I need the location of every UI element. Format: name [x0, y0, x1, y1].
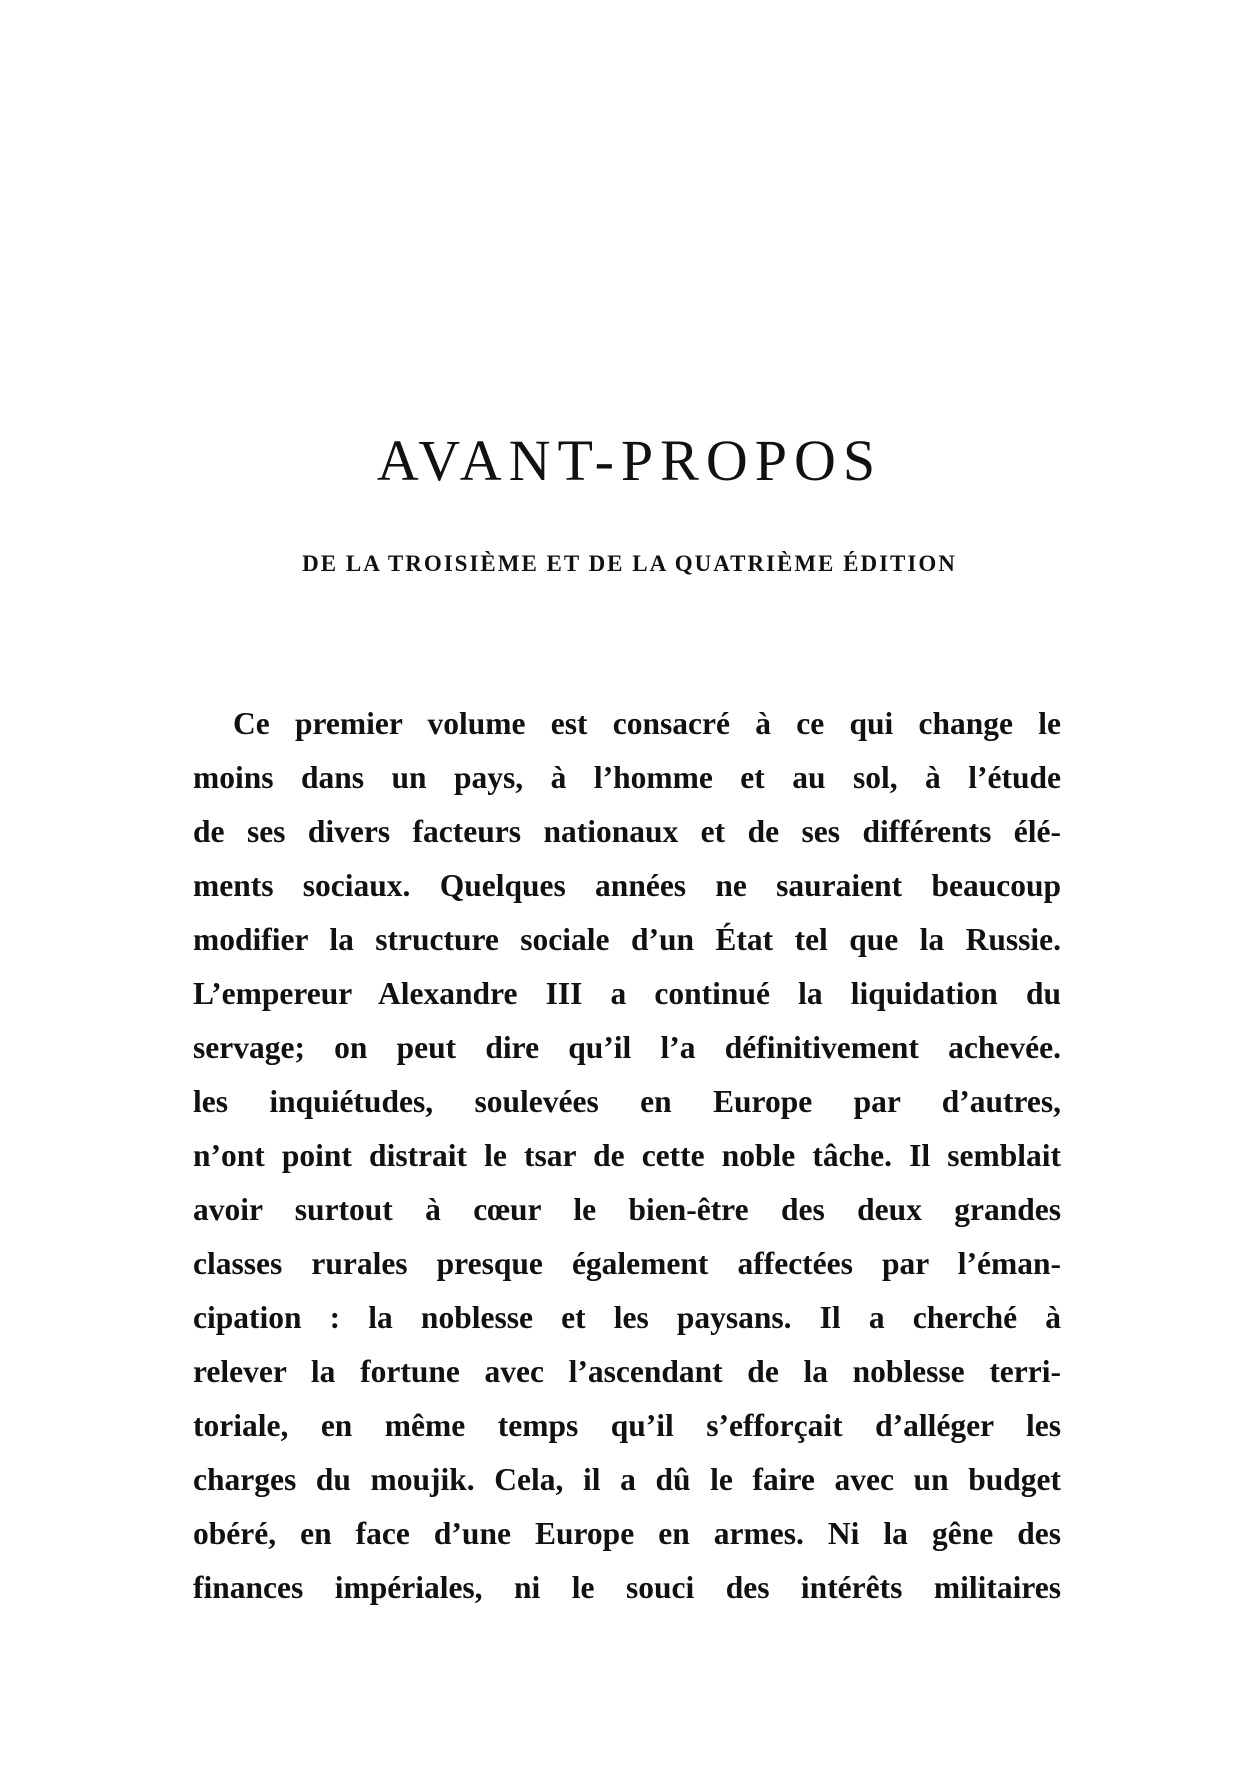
- text-line: n’ont point distrait le tsar de cette noble tâche. Il semblait: [193, 1138, 1061, 1173]
- page-subtitle: DE LA TROISIÈME ET DE LA QUATRIÈME ÉDITION: [302, 551, 957, 576]
- text-line: moins dans un pays, à l’homme et au sol, à l’étude: [193, 760, 1061, 795]
- text-line: modifier la structure sociale d’un État tel que la Russie.: [193, 922, 1061, 957]
- text-line: classes rurales presque également affectées par l’éman-: [193, 1246, 1061, 1281]
- body-paragraph: [193, 697, 1061, 1615]
- text-line: toriale, en même temps qu’il s’efforçait d’alléger les: [193, 1408, 1061, 1443]
- text-line: relever la fortune avec l’ascendant de la noblesse terri-: [193, 1354, 1061, 1389]
- text-line: avoir surtout à cœur le bien-être des deux grandes: [193, 1192, 1061, 1227]
- text-line: ments sociaux. Quelques années ne sauraient beaucoup: [193, 868, 1061, 903]
- text-line: de ses divers facteurs nationaux et de ses différents élé-: [193, 814, 1061, 849]
- text-line: finances impériales, ni le souci des intérêts militaires: [193, 1570, 1061, 1605]
- text-line: obéré, en face d’une Europe en armes. Ni la gêne des: [193, 1516, 1061, 1551]
- text-line: cipation : la noblesse et les paysans. Il a cherché à: [193, 1300, 1061, 1335]
- text-line: servage; on peut dire qu’il l’a définitivement achevée.: [193, 1030, 1061, 1065]
- text-line: Ce premier volume est consacré à ce qui change le: [233, 706, 1061, 741]
- page-title: AVANT-PROPOS: [376, 428, 883, 493]
- text-line: charges du moujik. Cela, il a dû le faire avec un budget: [193, 1462, 1061, 1497]
- text-line: L’empereur Alexandre III a continué la liquidation du: [193, 976, 1061, 1011]
- text-line: les inquiétudes, soulevées en Europe par d’autres,: [193, 1084, 1061, 1119]
